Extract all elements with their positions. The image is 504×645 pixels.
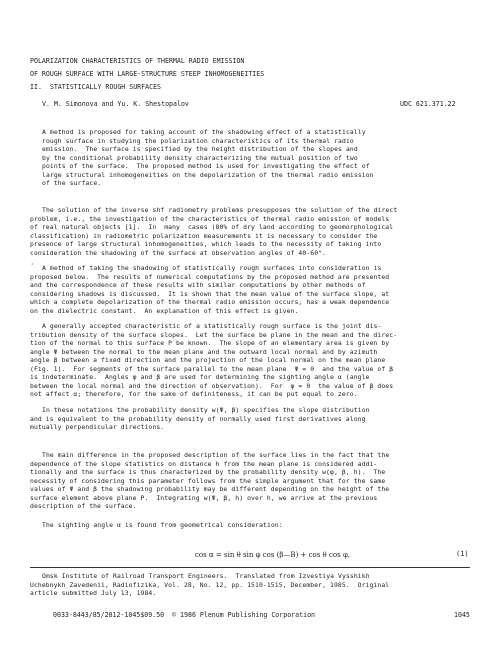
title-line-1: POLARIZATION CHARACTERISTICS OF THERMAL RADIO EMISSION [30,57,245,65]
body-line: on the dielectric constant. An explanation of this effect is given. [30,306,299,315]
body-line: angle β between a fixed direction and the projection of the local normal on the mean plane [30,356,386,364]
footnote-line: article submitted July 13, 1984. [30,589,157,597]
body-line: consideration the shadowing of the surface at observation angles of 40-60°. [30,248,327,257]
page-number: 1045 [454,611,470,619]
footer-identifier: 0033-8443/85/2812-1045$09.50 © 1986 Plenum Publishing Corporation [53,611,316,619]
body-line: and is equivalent to the probability density of normally used first derivatives along [30,414,366,423]
body-line: tion of the normal to this surface P be known. The slope of an elementary area is given by [30,339,390,347]
udc-code: UDC 621.371.22 [400,100,456,108]
authors: V. M. Simonova and Yu. K. Shestopalov [42,100,189,108]
body-line: A generally accepted characteristic of a statistically rough surface is the joint dis- [42,322,382,330]
paragraph-6: The sighting angle α is found from geometrical consideration: [42,521,283,529]
body-line: necessity of considering this parameter follows from the simple argument that for the same [30,476,386,485]
footnote-divider [30,567,470,568]
body-line: (Fig. 1). For segments of the surface parallel to the mean plane Ψ = 0 and the value of β [30,364,394,373]
body-line: proposed below. The results of numerical computations by the proposed method are presented [30,272,390,281]
body-line: dependence of the slope statistics on distance h from the mean plane is considered addi- [30,459,378,468]
body-line: description of the surface. [30,502,137,510]
body-line: In these notations the probability density w(Ψ, β) specifies the slope distribution [42,406,370,414]
body-line: A method of taking the shadowing of statistically rough surfaces into consideration is [42,264,382,272]
equation-1: cos α = sin θ sin φ cos (β—B) + cos θ cos φ, [195,551,351,559]
abstract-line: rough surface in studying the polarization characteristics of its thermal radio [42,136,354,145]
body-line: The main difference in the proposed description of the surface lies in the fact that the [42,451,390,459]
body-line: presence of large structural inhomogeneities, which leads to the necessity of taking into [30,240,382,248]
body-line: between the local normal and the direction of observation). For φ = 0 the value of β does [30,381,394,390]
abstract-line: A method is proposed for taking account of the shadowing effect of a statistically [42,128,366,136]
body-line: considering shadows is discussed. It is shown that the mean value of the surface slope, at [30,289,390,298]
abstract-line: large structural inhomogeneities on the depolarization of the thermal radio emission [42,170,374,179]
abstract-line: emission. The surface is specified by the height distribution of the slopes and [42,145,358,153]
body-line: problem, i.e., the investigation of the characteristics of thermal radio emission of models [30,214,390,223]
body-line: The solution of the inverse shf radiometry problems presupposes the solution of the direct [42,206,398,214]
body-line: tribution density of the surface slopes. Let the surface be plane in the mean and the direc- [30,330,398,339]
body-line: angle Ψ between the normal to the mean plane and the outward local normal and by azimuth [30,347,378,356]
body-line: and the correspondence of these results with similar computations by other methods of [30,281,366,289]
body-line: is indeterminate. Angles φ and β are used for determining the sighting angle α (angle [30,373,370,381]
body-line: not affect α; therefore, for the sake of definiteness, it can be put equal to zero. [30,390,358,398]
body-line: mutually perpendicular directions. [30,423,165,431]
body-line: classification) in radiometric polarization measurements it is necessary to consider the [30,231,378,240]
body-line: of real natural objects [1]. In many cases (80% of dry land according to geomorphological [30,223,394,231]
title-line-3: II. STATISTICALLY ROUGH SURFACES [30,83,162,91]
title-line-2: OF ROUGH SURFACE WITH LARGE-STRUCTURE STEEP INHOMOGENEITIES [30,70,265,78]
margin-mark: ˌ [30,258,35,266]
abstract-line: by the conditional probability density characterizing the mutual position of two [42,153,358,162]
abstract-line: of the surface. [42,179,102,187]
body-line: tionally and the surface is thus characterized by the probability density w(φ, β, h). The [30,468,386,476]
body-line: which a complete depolarization of the thermal radio emission occurs, has a weak dependence [30,298,390,306]
abstract-line: points of the surface. The proposed method is used for investigating the effect of [42,162,370,170]
footnote-line: Omsk Institute of Railroad Transport Engineers. Translated from Izvestiya Vysshikh [42,572,370,580]
body-line: values of Ψ and β the shadowing probability may be different depending on the height of the [30,485,390,493]
body-line: surface element above plane P. Integrating w(Ψ, β, h) over h, we arrive at the previous [30,493,378,502]
equation-number: (1) [456,550,469,558]
footnote-line: Uchebnykh Zavedenii, Radiofizika, Vol. 28, No. 12, pp. 1510-1515, December, 1985. Original [30,580,390,589]
